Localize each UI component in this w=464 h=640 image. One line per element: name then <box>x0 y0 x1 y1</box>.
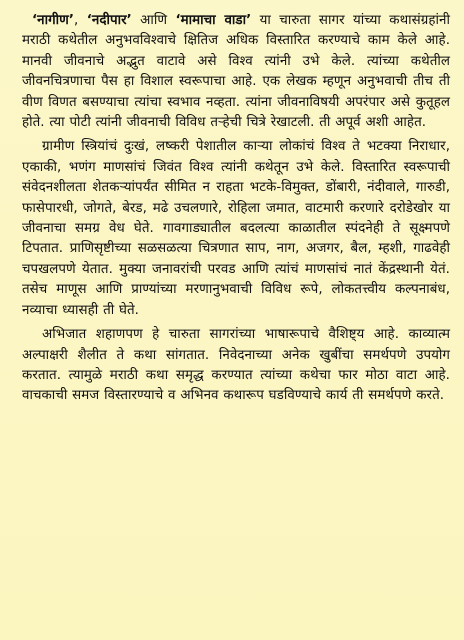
paragraph-3 <box>22 325 450 407</box>
paragraph-1 <box>22 11 450 133</box>
paragraph-1-text: या चारुता सागर यांच्या कथासंग्रहांनी मराठी कथेतील अनुभवविश्वाचे क्षितिज अधिक विस्तारित करण्याचे काम केले आहे. मानवी जीवनाचे अद्भुत वाटावे असे विश्व त्यांनी उभे केले. त्यांच्या कथेतील जीवनचित्रणाचा पैस हा विशाल स्वरूपाचा आहे. एक लेखक म्हणून अनुभवाची तीच ती वीण विणत बसण्याचा त्यांचा स्वभाव नव्हता. त्यांना जीवनाविषयी अपरंपार असे कुतूहल होते. त्या पोटी त्यांनी जीवनाची विविध तऱ्हेची चित्रे रेखाटली. ती अपूर्व अशी आहेत. <box>22 13 450 131</box>
paragraph-3-text: अभिजात शहाणपण हे चारुता सागरांच्या भाषारूपाचे वैशिष्ट्य आहे. काव्यात्म अल्पाक्षरी शैलीत ते कथा सांगतात. निवेदनाच्या अनेक खुबींचा समर्थपणे उपयोग करतात. त्यामुळे मराठी कथा समृद्ध करण्यात त्यांच्या कथेचा फार मोठा वाटा आहे. वाचकाची समज विस्तारण्याचे व अभिनव कथारूप घडविण्याचे कार्य ती समर्थपणे करते. <box>22 327 450 404</box>
title-separator: , <box>74 13 87 28</box>
book-title-nagin: ‘नागीण’ <box>32 13 75 28</box>
book-title-mamacha-wada: ‘मामाचा वाडा’ <box>175 13 252 28</box>
title-conjunction: आणि <box>131 13 176 28</box>
paragraph-2 <box>22 137 450 321</box>
book-title-nadipar: ‘नदीपार’ <box>86 13 132 28</box>
paragraph-2-text: ग्रामीण स्त्रियांचं दुःखं, लष्करी पेशातील काऱ्या लोकांचं विश्‍व ते भटक्या निराधार, एकाकी, भणंग माणसांचं जिवंत विश्व त्यांनी कथेतून उभे केले. विस्तारित स्वरूपाची संवेदनशीलता शेतकऱ्यांपर्यंत सीमित न राहता भटके-विमुक्त, डोंबारी, नंदीवाले, गारुडी, फासेपारधी, जोगते, बेरड, मढे उचलणारे, रोहिला जमात, वाटमारी करणारे दरोडेखोर या जीवनाचा समग्र वेध घेते. गावगाड्यातील बदलत्या काळातील स्पंदनेही ते सूक्ष्मपणे टिपतात. प्राणिसृष्टीच्या सळसळत्या चित्रणात साप, नाग, अजगर, बैल, म्हशी, गाढवेही चपखलपणे येतात. मुक्या जनावरांची परवड आणि त्यांचं माणसांचं नातं केंद्रस्थानी येतं. तसेच माणूस आणि प्राण्यांच्या मरणानुभवाची विविध रूपे, लोकतत्त्वीय कल्पनाबंध, नव्याचा ध्यासही ती घेते. <box>22 139 450 318</box>
